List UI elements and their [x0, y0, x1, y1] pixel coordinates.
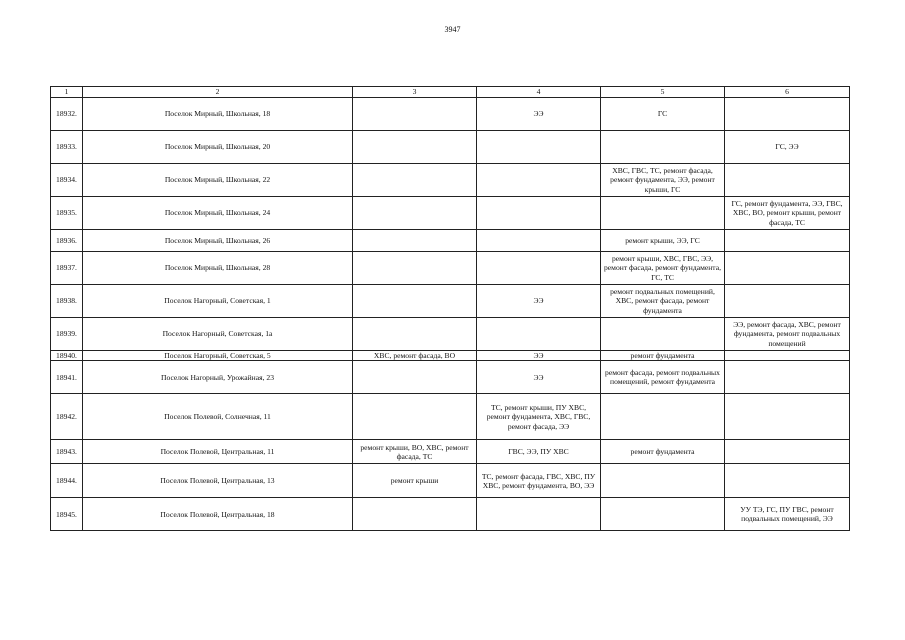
row-number: 18932. — [51, 98, 83, 131]
row-number: 18935. — [51, 197, 83, 230]
row-number: 18942. — [51, 394, 83, 440]
cell-col6 — [725, 394, 850, 440]
cell-col3 — [353, 361, 477, 394]
table-row — [51, 464, 850, 498]
table-row — [51, 440, 850, 464]
cell-col4 — [477, 164, 601, 197]
row-number: 18943. — [51, 440, 83, 464]
column-header-5: 5 — [601, 87, 725, 98]
cell-col6 — [725, 440, 850, 464]
cell-col4: ЭЭ — [477, 98, 601, 131]
cell-col4 — [477, 252, 601, 285]
address-cell: Поселок Полевой, Солнечная, 11 — [83, 394, 353, 440]
cell-col5: ХВС, ГВС, ТС, ремонт фасада, ремонт фундамента, ЭЭ, ремонт крыши, ГС — [601, 164, 725, 197]
cell-col4 — [477, 197, 601, 230]
cell-col5 — [601, 394, 725, 440]
table-row — [51, 164, 850, 197]
column-header-2: 2 — [83, 87, 353, 98]
row-number: 18934. — [51, 164, 83, 197]
row-number: 18945. — [51, 498, 83, 531]
address-cell: Поселок Нагорный, Советская, 5 — [83, 351, 353, 361]
address-cell: Поселок Мирный, Школьная, 26 — [83, 230, 353, 252]
cell-col3 — [353, 131, 477, 164]
cell-col3: ХВС, ремонт фасада, ВО — [353, 351, 477, 361]
address-cell: Поселок Нагорный, Советская, 1 — [83, 285, 353, 318]
cell-col6: ГС, ЭЭ — [725, 131, 850, 164]
cell-col3 — [353, 197, 477, 230]
table-row — [51, 98, 850, 131]
address-cell: Поселок Мирный, Школьная, 18 — [83, 98, 353, 131]
address-cell: Поселок Мирный, Школьная, 24 — [83, 197, 353, 230]
column-header-3: 3 — [353, 87, 477, 98]
column-header-6: 6 — [725, 87, 850, 98]
row-number: 18937. — [51, 252, 83, 285]
address-cell: Поселок Мирный, Школьная, 22 — [83, 164, 353, 197]
cell-col3 — [353, 498, 477, 531]
row-number: 18938. — [51, 285, 83, 318]
cell-col5 — [601, 131, 725, 164]
page-number: 3947 — [444, 25, 461, 34]
cell-col6: ЭЭ, ремонт фасада, ХВС, ремонт фундамента, ремонт подвальных помещений — [725, 318, 850, 351]
cell-col5: ремонт фундамента — [601, 440, 725, 464]
column-header-4: 4 — [477, 87, 601, 98]
cell-col6 — [725, 361, 850, 394]
table-row — [51, 230, 850, 252]
address-cell: Поселок Полевой, Центральная, 11 — [83, 440, 353, 464]
table-row — [51, 361, 850, 394]
cell-col5: ремонт крыши, ЭЭ, ГС — [601, 230, 725, 252]
cell-col4: ТС, ремонт крыши, ПУ ХВС, ремонт фундамента, ХВС, ГВС, ремонт фасада, ЭЭ — [477, 394, 601, 440]
cell-col5 — [601, 498, 725, 531]
row-number: 18941. — [51, 361, 83, 394]
cell-col5: ремонт фундамента — [601, 351, 725, 361]
cell-col4: ЭЭ — [477, 285, 601, 318]
cell-col6 — [725, 351, 850, 361]
cell-col6 — [725, 252, 850, 285]
row-number: 18944. — [51, 464, 83, 498]
cell-col5: ГС — [601, 98, 725, 131]
table-row — [51, 197, 850, 230]
cell-col3: ремонт крыши, ВО, ХВС, ремонт фасада, ТС — [353, 440, 477, 464]
row-number: 18940. — [51, 351, 83, 361]
cell-col3 — [353, 252, 477, 285]
cell-col6 — [725, 230, 850, 252]
cell-col4 — [477, 498, 601, 531]
cell-col5: ремонт крыши, ХВС, ГВС, ЭЭ, ремонт фасада, ремонт фундамента, ГС, ТС — [601, 252, 725, 285]
cell-col4: ГВС, ЭЭ, ПУ ХВС — [477, 440, 601, 464]
row-number: 18936. — [51, 230, 83, 252]
cell-col4 — [477, 230, 601, 252]
cell-col3 — [353, 394, 477, 440]
cell-col5 — [601, 464, 725, 498]
column-header-1: 1 — [51, 87, 83, 98]
table-row — [51, 498, 850, 531]
cell-col6 — [725, 164, 850, 197]
table-row — [51, 285, 850, 318]
address-cell: Поселок Полевой, Центральная, 13 — [83, 464, 353, 498]
table-row — [51, 394, 850, 440]
row-number: 18933. — [51, 131, 83, 164]
cell-col3 — [353, 98, 477, 131]
cell-col3 — [353, 164, 477, 197]
table-row — [51, 351, 850, 361]
address-cell: Поселок Полевой, Центральная, 18 — [83, 498, 353, 531]
table-header-row — [51, 87, 850, 98]
cell-col3 — [353, 230, 477, 252]
cell-col5: ремонт фасада, ремонт подвальных помещений, ремонт фундамента — [601, 361, 725, 394]
cell-col5 — [601, 197, 725, 230]
building-repair-table — [50, 86, 850, 531]
cell-col4: ТС, ремонт фасада, ГВС, ХВС, ПУ ХВС, ремонт фундамента, ВО, ЭЭ — [477, 464, 601, 498]
cell-col5 — [601, 318, 725, 351]
cell-col6 — [725, 464, 850, 498]
table-row — [51, 318, 850, 351]
cell-col6: УУ ТЭ, ГС, ПУ ГВС, ремонт подвальных помещений, ЭЭ — [725, 498, 850, 531]
cell-col6 — [725, 285, 850, 318]
row-number: 18939. — [51, 318, 83, 351]
address-cell: Поселок Мирный, Школьная, 28 — [83, 252, 353, 285]
address-cell: Поселок Нагорный, Советская, 1а — [83, 318, 353, 351]
cell-col3 — [353, 318, 477, 351]
cell-col4 — [477, 131, 601, 164]
cell-col6: ГС, ремонт фундамента, ЭЭ, ГВС, ХВС, ВО, ремонт крыши, ремонт фасада, ТС — [725, 197, 850, 230]
address-cell: Поселок Мирный, Школьная, 20 — [83, 131, 353, 164]
cell-col4: ЭЭ — [477, 351, 601, 361]
cell-col3: ремонт крыши — [353, 464, 477, 498]
address-cell: Поселок Нагорный, Урожайная, 23 — [83, 361, 353, 394]
cell-col4: ЭЭ — [477, 361, 601, 394]
cell-col4 — [477, 318, 601, 351]
table-row — [51, 131, 850, 164]
cell-col5: ремонт подвальных помещений, ХВС, ремонт фасада, ремонт фундамента — [601, 285, 725, 318]
cell-col3 — [353, 285, 477, 318]
cell-col6 — [725, 98, 850, 131]
table-row — [51, 252, 850, 285]
